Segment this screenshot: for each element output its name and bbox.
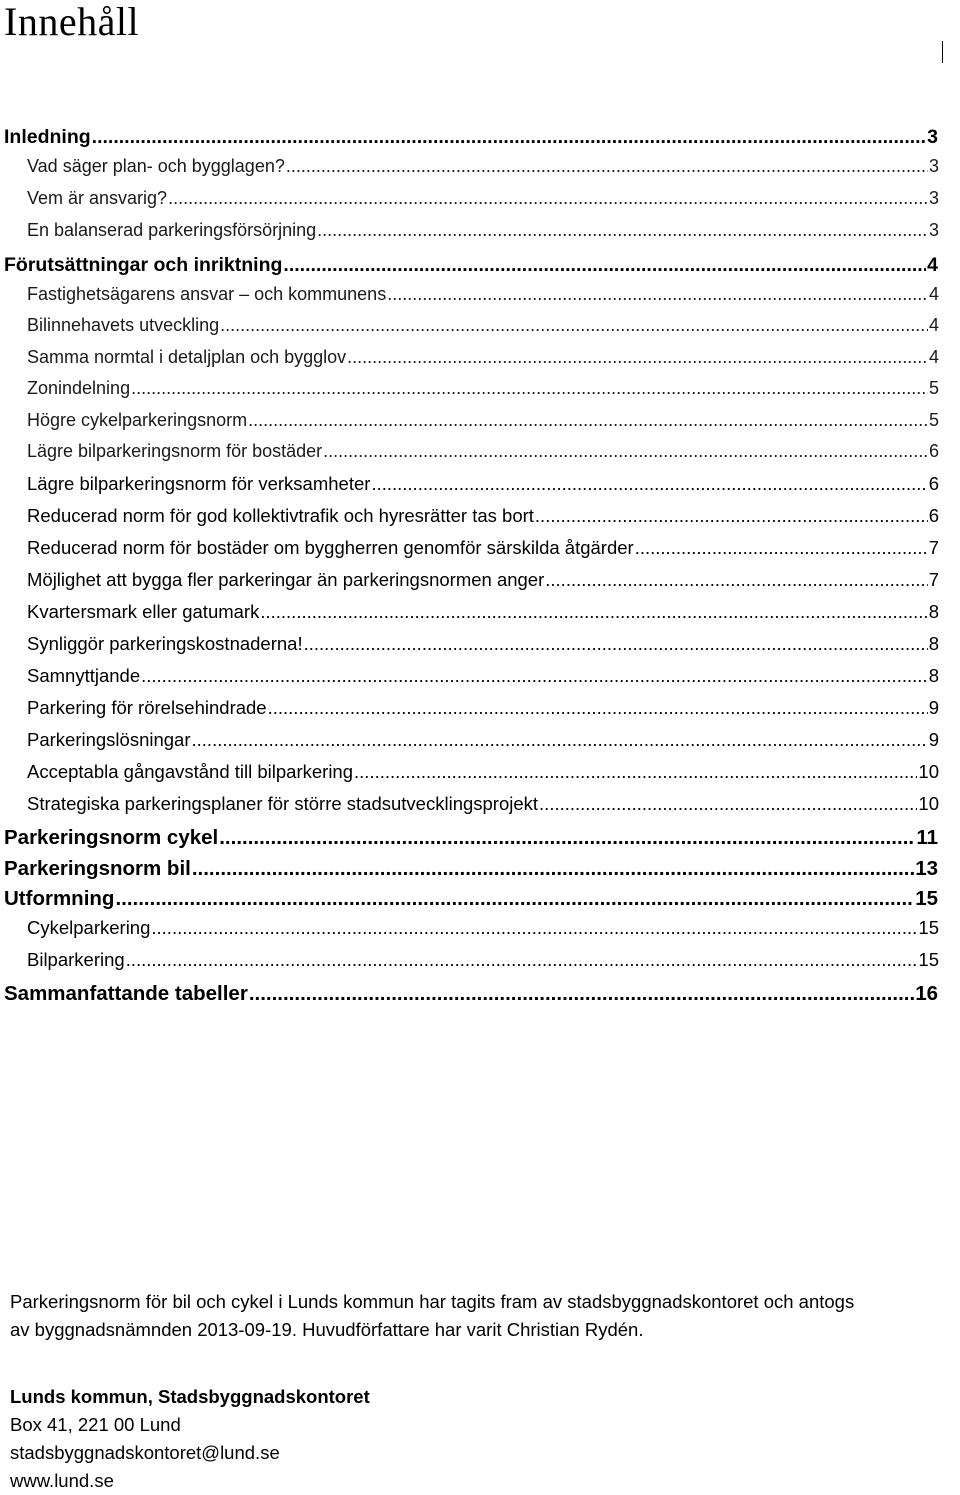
toc-entry-page: 15 — [918, 917, 939, 938]
toc-entry-page: 16 — [915, 982, 938, 1005]
toc-entry-page: 4 — [927, 254, 938, 276]
toc-entry-label: Sammanfattande tabeller — [4, 982, 248, 1005]
toc-entry-label: Cykelparkering — [27, 917, 151, 938]
footer-organization: Lunds kommun, Stadsbyggnadskontoret — [10, 1386, 370, 1407]
toc-entry-strategiska-planer[interactable] — [27, 793, 939, 815]
toc-entry-sammanfattande-tabeller[interactable] — [4, 982, 938, 1006]
toc-entry-page: 3 — [928, 156, 939, 176]
toc-entry-bilinnehavets-utveckling[interactable] — [27, 315, 939, 336]
toc-entry-plan-och-bygglagen[interactable] — [27, 156, 939, 177]
toc-entry-page: 7 — [928, 569, 939, 590]
toc-entry-page: 4 — [928, 315, 939, 335]
toc-entry-page: 6 — [928, 441, 939, 461]
toc-entry-page: 3 — [928, 220, 939, 240]
toc-entry-label: Zonindelning — [27, 378, 131, 398]
toc-leader-dots — [220, 315, 928, 336]
toc-leader-dots — [219, 826, 915, 850]
toc-entry-label: Strategiska parkeringsplaner för större stadsutvecklingsprojekt — [27, 793, 539, 814]
toc-leader-dots — [168, 188, 928, 209]
toc-entry-zonindelning[interactable] — [27, 378, 939, 399]
toc-entry-reducerad-norm-byggherren[interactable] — [27, 537, 939, 559]
toc-leader-dots — [539, 793, 917, 815]
toc-entry-label: Förutsättningar och inriktning — [4, 254, 283, 276]
toc-leader-dots — [635, 537, 928, 559]
toc-leader-dots — [248, 410, 928, 431]
toc-leader-dots — [260, 601, 927, 623]
toc-entry-page: 3 — [928, 188, 939, 208]
page-title: Innehåll — [4, 0, 140, 44]
toc-entry-kvartersmark[interactable] — [27, 601, 939, 623]
toc-entry-reducerad-norm-kollektivtrafik[interactable] — [27, 505, 939, 527]
toc-entry-page: 4 — [928, 347, 939, 367]
toc-entry-page: 6 — [928, 505, 939, 526]
footer-note-line-1: Parkeringsnorm för bil och cykel i Lunds kommun har tagits fram av stadsbyggnadskontoret och antogs — [10, 1291, 855, 1312]
toc-entry-label: Lägre bilparkeringsnorm för bostäder — [27, 441, 323, 461]
toc-entry-page: 10 — [918, 793, 939, 814]
toc-leader-dots — [347, 347, 928, 368]
toc-entry-page: 11 — [916, 826, 938, 849]
footer-web-link[interactable]: www.lund.se — [10, 1470, 114, 1491]
toc-leader-dots — [131, 378, 928, 399]
toc-entry-inledning[interactable] — [4, 126, 938, 149]
toc-leader-dots — [192, 857, 914, 881]
toc-leader-dots — [286, 156, 928, 177]
toc-entry-lagre-norm-verksamheter[interactable] — [27, 473, 939, 495]
toc-leader-dots — [545, 569, 927, 591]
toc-entry-label: Parkering för rörelsehindrade — [27, 697, 267, 718]
toc-entry-page: 3 — [927, 126, 938, 148]
toc-entry-vem-ar-ansvarig[interactable] — [27, 188, 939, 209]
toc-entry-page: 9 — [928, 697, 939, 718]
toc-entry-page: 10 — [918, 761, 939, 782]
toc-entry-page: 5 — [928, 410, 939, 430]
toc-entry-balanserad-parkering[interactable] — [27, 220, 939, 241]
toc-entry-label: Bilparkering — [27, 949, 125, 970]
toc-entry-label: Lägre bilparkeringsnorm för verksamheter — [27, 473, 371, 494]
toc-entry-label: Möjlighet att bygga fler parkeringar än parkeringsnormen anger — [27, 569, 545, 590]
toc-leader-dots — [92, 126, 926, 149]
toc-entry-page: 4 — [928, 284, 939, 304]
title-divider — [942, 41, 943, 63]
toc-entry-samnyttjande[interactable] — [27, 665, 939, 687]
toc-leader-dots — [323, 441, 928, 462]
toc-entry-rorelsehindrade[interactable] — [27, 697, 939, 719]
toc-entry-fler-parkeringar[interactable] — [27, 569, 939, 591]
toc-leader-dots — [354, 761, 917, 783]
toc-entry-forutsattningar[interactable] — [4, 254, 938, 277]
toc-leader-dots — [371, 473, 927, 495]
toc-entry-lagre-norm-bostader[interactable] — [27, 441, 939, 462]
toc-entry-parkeringsnorm-cykel[interactable] — [4, 826, 938, 850]
toc-entry-label: Vad säger plan- och bygglagen? — [27, 156, 285, 176]
toc-leader-dots — [249, 982, 914, 1006]
toc-entry-fastighetsagarens-ansvar[interactable] — [27, 284, 939, 305]
toc-leader-dots — [126, 949, 918, 971]
toc-entry-utformning[interactable] — [4, 887, 938, 911]
toc-entry-parkeringsnorm-bil[interactable] — [4, 857, 938, 881]
toc-entry-label: Bilinnehavets utveckling — [27, 315, 220, 335]
toc-entry-label: Kvartersmark eller gatumark — [27, 601, 260, 622]
toc-leader-dots — [141, 665, 928, 687]
toc-entry-label: Reducerad norm för god kollektivtrafik och hyresrätter tas bort — [27, 505, 534, 526]
toc-entry-samma-normtal[interactable] — [27, 347, 939, 368]
footer-note-line-2: av byggnadsnämnden 2013-09-19. Huvudförfattare har varit Christian Rydén. — [10, 1319, 644, 1340]
toc-entry-synliggor-kostnader[interactable] — [27, 633, 939, 655]
toc-entry-label: Parkeringsnorm bil — [4, 857, 191, 880]
toc-entry-page: 6 — [928, 473, 939, 494]
footer-address: Box 41, 221 00 Lund — [10, 1414, 181, 1435]
toc-entry-gangavstand[interactable] — [27, 761, 939, 783]
toc-entry-label: Reducerad norm för bostäder om byggherren genomför särskilda åtgärder — [27, 537, 634, 558]
toc-entry-page: 7 — [928, 537, 939, 558]
toc-entry-label: En balanserad parkeringsförsörjning — [27, 220, 317, 240]
toc-leader-dots — [115, 887, 914, 911]
toc-entry-page: 8 — [928, 665, 939, 686]
toc-entry-label: Synliggör parkeringskostnaderna! — [27, 633, 303, 654]
toc-leader-dots — [535, 505, 928, 527]
toc-leader-dots — [283, 254, 926, 277]
toc-entry-label: Fastighetsägarens ansvar – och kommunens — [27, 284, 387, 304]
footer-email-link[interactable]: stadsbyggnadskontoret@lund.se — [10, 1442, 280, 1463]
toc-entry-label: Högre cykelparkeringsnorm — [27, 410, 248, 430]
toc-entry-label: Samma normtal i detaljplan och bygglov — [27, 347, 347, 367]
toc-entry-page: 8 — [928, 601, 939, 622]
toc-entry-label: Parkeringslösningar — [27, 729, 191, 750]
toc-entry-label: Parkeringsnorm cykel — [4, 826, 219, 849]
toc-entry-page: 5 — [928, 378, 939, 398]
toc-entry-bilparkering[interactable] — [27, 949, 939, 971]
toc-leader-dots — [151, 917, 917, 939]
toc-entry-label: Inledning — [4, 126, 91, 148]
toc-entry-page: 8 — [928, 633, 939, 654]
toc-entry-cykelparkering[interactable] — [27, 917, 939, 939]
toc-entry-label: Samnyttjande — [27, 665, 141, 686]
toc-leader-dots — [387, 284, 928, 305]
toc-entry-label: Utformning — [4, 887, 115, 910]
toc-entry-page: 15 — [915, 887, 938, 910]
toc-leader-dots — [268, 697, 928, 719]
toc-leader-dots — [304, 633, 928, 655]
toc-leader-dots — [317, 220, 928, 241]
toc-entry-page: 9 — [928, 729, 939, 750]
toc-entry-label: Acceptabla gångavstånd till bilparkering — [27, 761, 354, 782]
toc-entry-page: 15 — [918, 949, 939, 970]
toc-entry-label: Vem är ansvarig? — [27, 188, 168, 208]
toc-entry-page: 13 — [915, 857, 938, 880]
toc-entry-hogre-cykelparkeringsnorm[interactable] — [27, 410, 939, 431]
toc-leader-dots — [192, 729, 928, 751]
toc-entry-parkeringslosningar[interactable] — [27, 729, 939, 751]
